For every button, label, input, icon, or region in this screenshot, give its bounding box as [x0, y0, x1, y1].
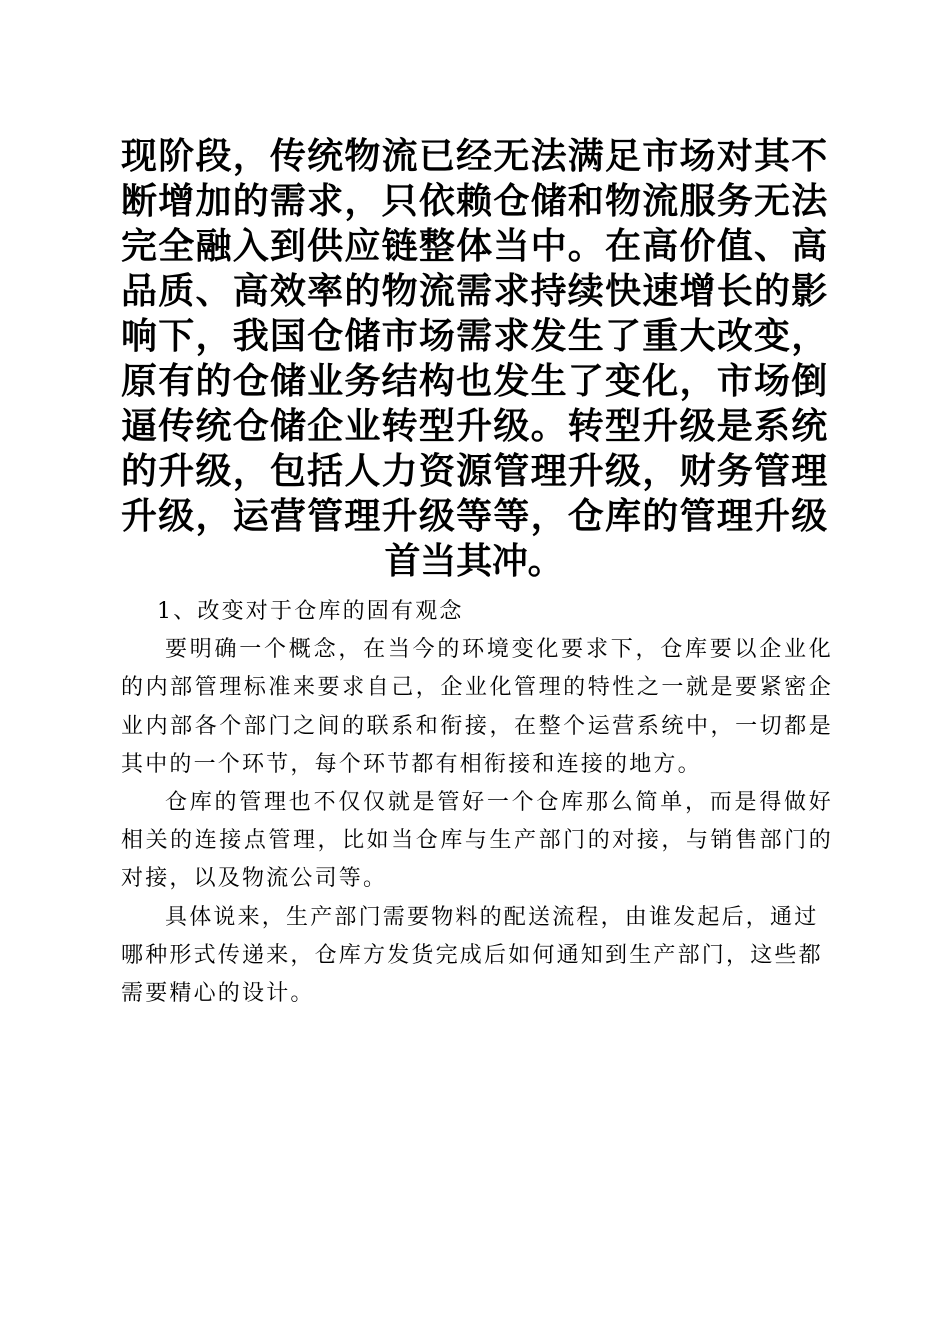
section-heading: 1、改变对于仓库的固有观念	[157, 599, 464, 624]
body-paragraph: 仓库的管理也不仅仅就是管好一个仓库那么简单，而是得做好相关的连接点管理，比如当仓库与生产部门的对接，与销售部门的对接，以及物流公司等。	[121, 790, 833, 892]
body-section	[121, 593, 833, 1013]
lead-paragraph: 现阶段，传统物流已经无法满足市场对其不断增加的需求，只依赖仓储和物流服务无法完全融入到供应链整体当中。在高价值、高品质、高效率的物流需求持续快速增长的影响下，我国仓储市场需求发生了重大改变，原有的仓储业务结构也发生了变化，市场倒逼传统仓储企业转型升级。转型升级是系统的升级，包括人力资源管理升级，财务管理升级，运营管理升级等等，仓库的管理升级首当其冲。	[121, 135, 827, 582]
body-paragraph: 具体说来，生产部门需要物料的配送流程，由谁发起后，通过哪种形式传递来，仓库方发货完成后如何通知到生产部门，这些都需要精心的设计。	[121, 904, 823, 1007]
body-paragraph: 要明确一个概念，在当今的环境变化要求下，仓库要以企业化的内部管理标准来要求自己，企业化管理的特性之一就是要紧密企业内部各个部门之间的联系和衔接，在整个运营系统中，一切都是其中的一个环节，每个环节都有相衔接和连接的地方。	[121, 637, 833, 777]
